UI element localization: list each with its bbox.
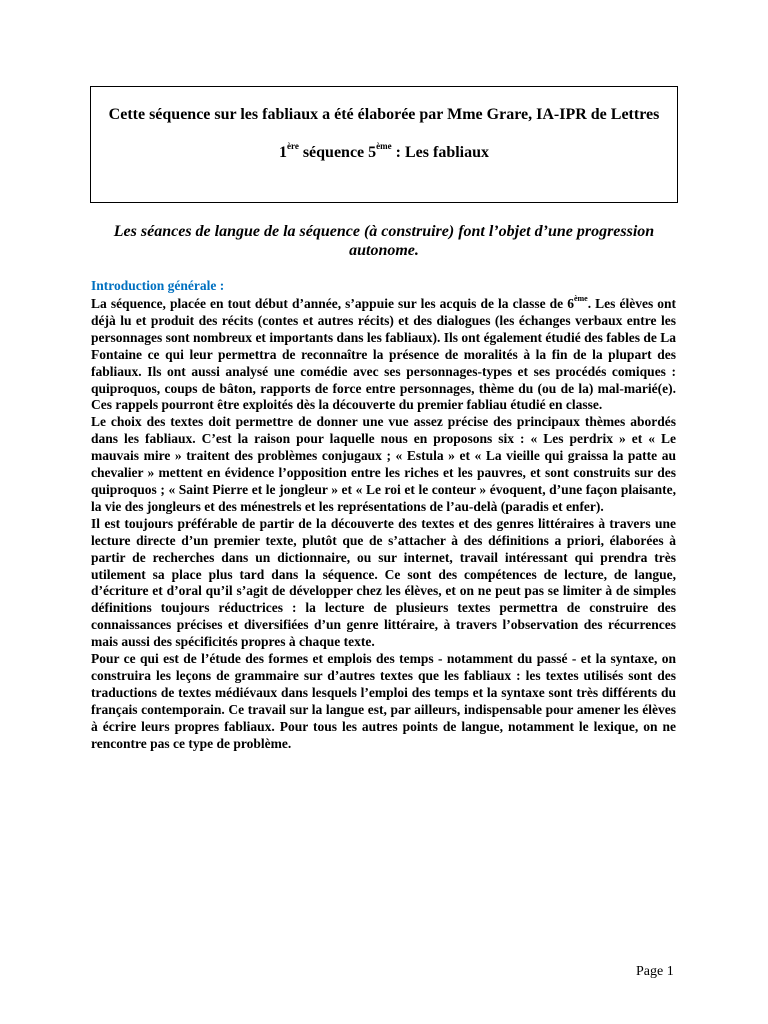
sequence-title (91, 141, 677, 162)
paragraph-1 (91, 296, 676, 414)
intro-heading: Introduction générale : (91, 278, 225, 293)
sequence-number-superscript: ère (287, 141, 299, 151)
sequence-number: 1 (279, 144, 287, 161)
paragraph-4: Pour ce qui est de l’étude des formes et emplois des temps - notamment du passé - et la syntaxe, on construira les leçons de grammaire sur d’autres textes que les fabliaux : les textes utilisés sont des traductions de textes médiévaux dans lesquels l’emploi des temps et la syntaxe sont très différents du français contemporain. Ce travail sur la langue est, par ailleurs, indispensable pour amener les élèves à écrire leurs propres fabliaux. Pour tous les autres points de langue, notamment le lexique, on ne rencontre pas ce type de problème. (91, 651, 676, 751)
grade-superscript: ème (376, 141, 392, 151)
paragraph-1-superscript: ème (573, 294, 588, 303)
paragraph-1-start: La séquence, placée en tout début d’année, s’appuie sur les acquis de la classe de 6 (91, 296, 574, 311)
body-text (91, 296, 676, 752)
document-title: Cette séquence sur les fabliaux a été élaborée par Mme Grare, IA-IPR de Lettres (108, 106, 660, 123)
italic-note: Les séances de langue de la séquence (à construire) font l’objet d’une progression autonome. (113, 223, 655, 259)
sequence-word: séquence 5 (298, 144, 377, 161)
paragraph-2: Le choix des textes doit permettre de donner une vue assez précise des principaux thèmes abordés dans les fabliaux. C’est la raison pour laquelle nous en proposons six : « Les perdrix » et « Le mauvais mire » traitent des problèmes conjugaux ; « Estula » et « La vieille qui graissa la patte au chevalier » mettent en évidence l’opposition entre les riches et les pauvres, et sont construits sur des quiproquos ; « Saint Pierre et le jongleur » et « Le roi et le conteur » évoquent, d’une façon plaisante, la vie des jongleurs et des ménestrels et les représentations de l’au-delà (paradis et enfer). (91, 414, 676, 514)
paragraph-1-rest: . Les élèves ont déjà lu et produit des récits (contes et autres récits) et des dialogues (les échanges verbaux entre les personnages sont nombreux et importants dans les fabliaux). Ils ont également étudié des fables de La Fontaine ce qui leur permettra de reconnaître la présence de moralités à la fin de la plupart des fabliaux. Ils ont aussi analysé une comédie avec ses personnages-types et ses procédés comiques : quiproquos, coups de bâton, rapports de force entre personnages, thème du (ou de la) mal-marié(e). Ces rappels pourront être exploités dès la découverte du premier fabliau étudié en classe. (91, 296, 677, 413)
paragraph-3: Il est toujours préférable de partir de la découverte des textes et des genres littéraires à travers une lecture directe d’un premier texte, plutôt que de s’attacher à des définitions a priori, élaborées à partir de recherches dans un dictionnaire, ou sur internet, travail intéressant qui prendra très utilement sa place plus tard dans la séquence. Ce sont des compétences de lecture, de langue, d’écriture et d’oral qu’il s’agit de développer chez les élèves, et on ne peut pas se limiter à de simples définitions toujours réductrices : la lecture de plusieurs textes permettra de construire des connaissances précises et diversifiées d’un genre littéraire, à travers l’observation des récurrences mais aussi des spécificités propres à chaque texte. (91, 515, 676, 650)
header-box (90, 86, 678, 203)
page-number: Page 1 (636, 964, 674, 979)
sequence-subject: : Les fabliaux (391, 144, 489, 161)
